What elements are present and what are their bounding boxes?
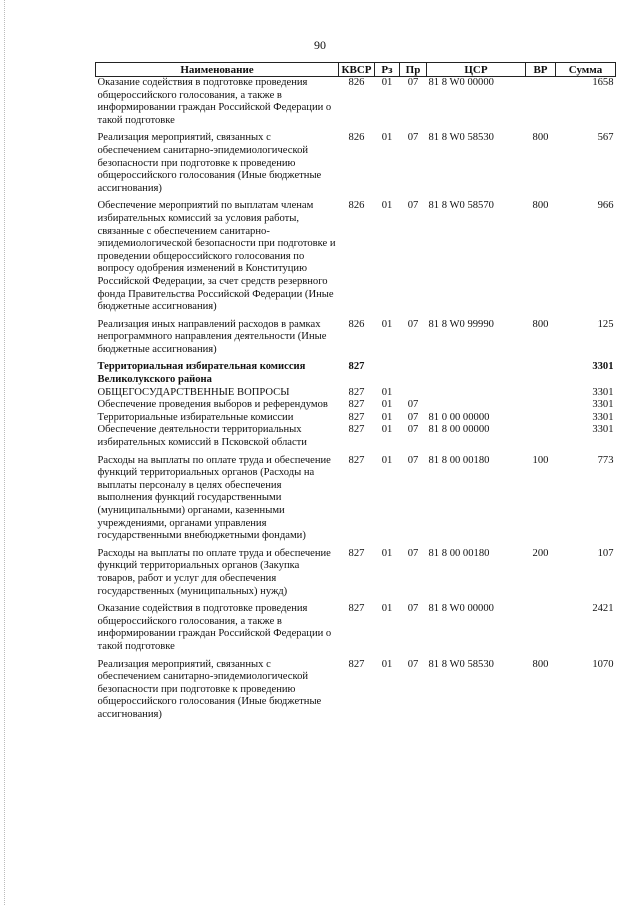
cell-csr: 81 8 W0 58530 — [428, 658, 494, 670]
cell-csr: 81 0 00 00000 — [428, 411, 490, 423]
cell-sum: 773 — [597, 454, 614, 466]
table-row — [96, 314, 616, 357]
cell-sum: 3301 — [592, 361, 614, 373]
cell-csr — [427, 399, 526, 412]
cell-vr — [526, 77, 556, 128]
table-row — [96, 387, 616, 400]
cell-rz: 01 — [381, 318, 393, 330]
cell-name: Территориальная избирательная комиссия Великолукского района — [97, 361, 306, 386]
cell-csr — [427, 356, 526, 386]
cell-pr — [400, 356, 427, 386]
cell-vr: 800 — [532, 318, 549, 330]
cell-sum: 1658 — [592, 77, 614, 88]
column-header-kvsr: КВСР — [339, 63, 375, 77]
cell-rz: 01 — [381, 411, 393, 423]
cell-csr: 81 8 W0 00000 — [428, 77, 494, 88]
table-header-row — [96, 63, 616, 77]
cell-vr: 800 — [532, 658, 549, 670]
cell-rz: 01 — [381, 424, 393, 436]
cell-pr: 07 — [407, 77, 419, 88]
cell-kvsr: 827 — [348, 411, 365, 423]
cell-name: Обеспечение мероприятий по выплатам членам избирательных комиссий за условия работы, связанные с обеспечением санитарно-эпидемиологической безопасности при подготовке и проведении общероссийского голосования по вопросу одобрения изменений в Конституцию Российской Федерации, за счет средств резервного фонда Правительства Российской Федерации (Иные бюджетные ассигнования) — [97, 200, 336, 313]
cell-rz: 01 — [381, 132, 393, 144]
cell-kvsr: 827 — [348, 399, 365, 411]
cell-vr: 800 — [532, 132, 549, 144]
cell-name: Территориальные избирательные комиссии — [97, 411, 294, 423]
cell-rz: 01 — [381, 386, 393, 398]
budget-table — [95, 62, 616, 722]
cell-sum: 966 — [597, 200, 614, 212]
cell-name: Обеспечение проведения выборов и референдумов — [97, 399, 328, 411]
cell-csr: 81 8 W0 00000 — [428, 603, 494, 615]
cell-csr: 81 8 W0 58530 — [428, 132, 494, 144]
cell-rz — [375, 356, 400, 386]
cell-name: Расходы на выплаты по оплате труда и обеспечение функций территориальных органов (Закупка товаров, работ и услуг для обеспечения государственных (муниципальных) нужд) — [97, 547, 331, 597]
cell-pr: 07 — [407, 603, 419, 615]
cell-kvsr: 827 — [348, 547, 365, 559]
cell-vr — [526, 387, 556, 400]
table-row — [96, 412, 616, 425]
table-row — [96, 356, 616, 386]
cell-rz: 01 — [381, 77, 393, 88]
cell-vr — [526, 424, 556, 449]
cell-vr — [526, 356, 556, 386]
table-row — [96, 424, 616, 449]
cell-pr: 07 — [407, 424, 419, 436]
table-row — [96, 654, 616, 722]
cell-rz: 01 — [381, 454, 393, 466]
cell-rz: 01 — [381, 399, 393, 411]
cell-sum: 1070 — [592, 658, 614, 670]
table-row — [96, 127, 616, 195]
cell-csr: 81 8 00 00000 — [428, 424, 490, 436]
cell-rz: 01 — [381, 603, 393, 615]
cell-sum: 3301 — [592, 411, 614, 423]
cell-sum: 3301 — [592, 386, 614, 398]
column-header-csr: ЦСР — [427, 63, 526, 77]
cell-vr: 200 — [532, 547, 549, 559]
cell-csr — [427, 387, 526, 400]
column-header-name: Наименование — [96, 63, 339, 77]
cell-name: Обеспечение деятельности территориальных избирательных комиссий в Псковской области — [97, 424, 307, 449]
table-row — [96, 598, 616, 653]
cell-vr: 100 — [532, 454, 549, 466]
cell-kvsr: 827 — [348, 603, 365, 615]
cell-sum: 2421 — [592, 603, 614, 615]
cell-csr: 81 8 W0 99990 — [428, 318, 494, 330]
cell-vr — [526, 412, 556, 425]
cell-name: Оказание содействия в подготовке проведения общероссийского голосования, а также в информировании граждан Российской Федерации о такой подготовке — [97, 603, 332, 652]
cell-kvsr: 827 — [348, 454, 365, 466]
cell-pr: 07 — [407, 318, 419, 330]
cell-csr: 81 8 00 00180 — [428, 454, 490, 466]
cell-pr: 07 — [407, 132, 419, 144]
cell-vr — [526, 598, 556, 653]
cell-name: ОБЩЕГОСУДАРСТВЕННЫЕ ВОПРОСЫ — [97, 386, 290, 398]
column-header-sum: Сумма — [556, 63, 616, 77]
table-row — [96, 77, 616, 128]
table-row — [96, 399, 616, 412]
cell-kvsr: 827 — [348, 424, 365, 436]
cell-vr: 800 — [532, 200, 549, 212]
cell-rz: 01 — [381, 547, 393, 559]
cell-name: Реализация иных направлений расходов в рамках непрограммного направления деятельности (Иные бюджетные ассигнования) — [97, 318, 327, 355]
cell-kvsr: 826 — [348, 200, 365, 212]
cell-pr: 07 — [407, 399, 419, 411]
cell-sum: 3301 — [592, 424, 614, 436]
table-row — [96, 543, 616, 598]
cell-kvsr: 826 — [348, 132, 365, 144]
cell-pr: 07 — [407, 411, 419, 423]
column-header-vr: ВР — [526, 63, 556, 77]
cell-pr: 07 — [407, 547, 419, 559]
cell-csr: 81 8 00 00180 — [428, 547, 490, 559]
cell-name: Расходы на выплаты по оплате труда и обеспечение функций территориальных органов (Расходы на выплаты персоналу в целях обеспечения выполнения функций государственными (муниципальными) органами, казенными учреждениями, органами управления государственными внебюджетными фондами) — [97, 454, 331, 542]
cell-kvsr: 826 — [348, 77, 365, 88]
page-number: 90 — [314, 38, 326, 52]
table-row — [96, 195, 616, 313]
cell-name: Реализация мероприятий, связанных с обеспечением санитарно-эпидемиологической безопасности при подготовке к проведению общероссийского голосования (Иные бюджетные ассигнования) — [97, 132, 322, 194]
cell-rz: 01 — [381, 200, 393, 212]
table-row — [96, 450, 616, 543]
cell-sum: 3301 — [592, 399, 614, 411]
cell-pr: 07 — [407, 454, 419, 466]
cell-pr: 07 — [407, 658, 419, 670]
scan-edge — [4, 0, 6, 905]
cell-pr — [400, 387, 427, 400]
cell-sum: 107 — [597, 547, 614, 559]
cell-pr: 07 — [407, 200, 419, 212]
cell-sum: 567 — [597, 132, 614, 144]
column-header-pr: Пр — [400, 63, 427, 77]
cell-kvsr: 827 — [348, 361, 365, 373]
cell-kvsr: 827 — [348, 658, 365, 670]
cell-vr — [526, 399, 556, 412]
cell-name: Реализация мероприятий, связанных с обеспечением санитарно-эпидемиологической безопасности при подготовке к проведению общероссийского голосования (Иные бюджетные ассигнования) — [97, 658, 322, 720]
cell-kvsr: 827 — [348, 386, 365, 398]
cell-sum: 125 — [597, 318, 614, 330]
cell-rz: 01 — [381, 658, 393, 670]
cell-csr: 81 8 W0 58570 — [428, 200, 494, 212]
cell-name: Оказание содействия в подготовке проведения общероссийского голосования, а также в информировании граждан Российской Федерации о такой подготовке — [97, 77, 332, 126]
column-header-rz: Рз — [375, 63, 400, 77]
cell-kvsr: 826 — [348, 318, 365, 330]
